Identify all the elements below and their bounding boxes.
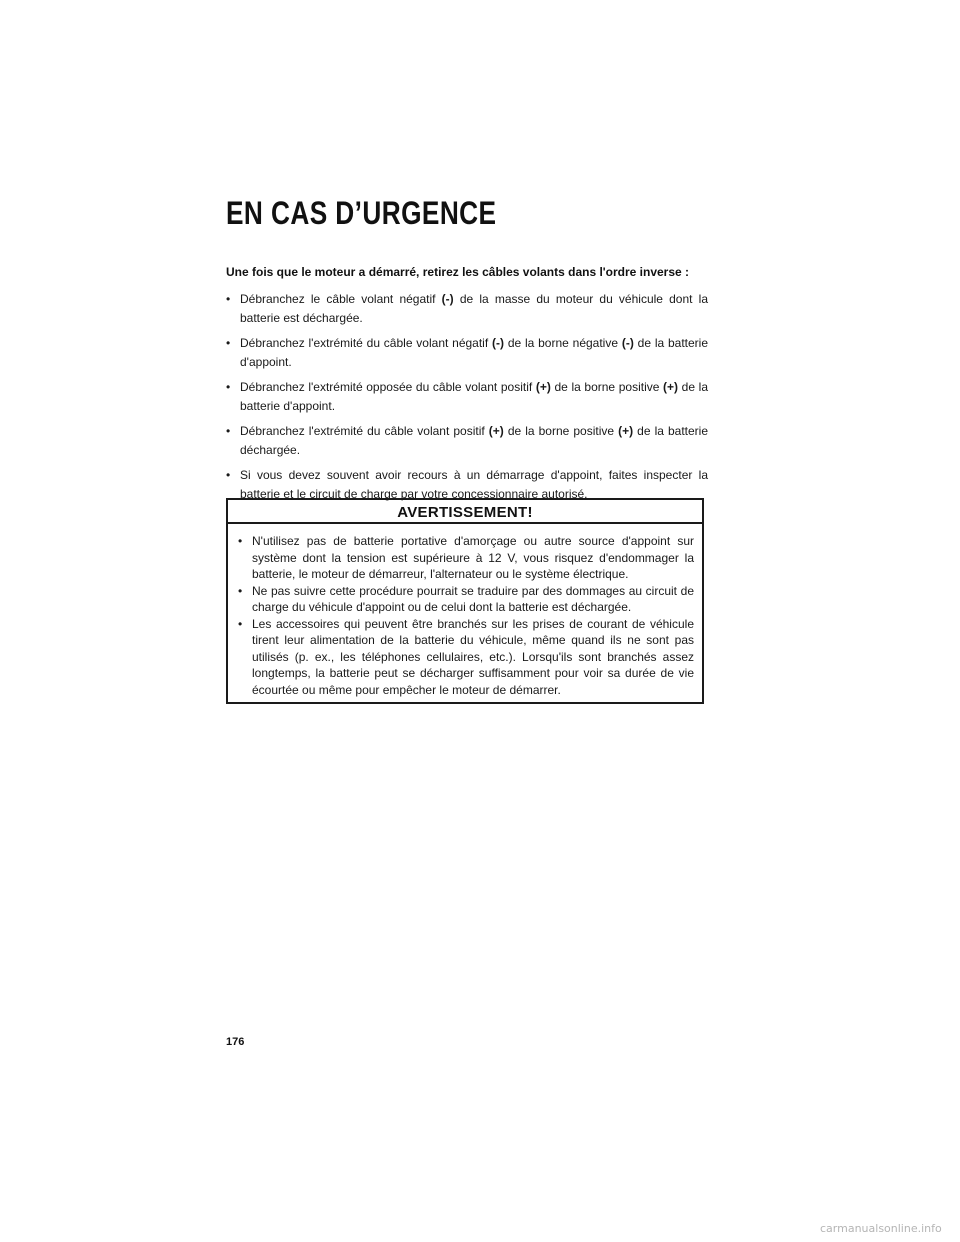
step-text: Débranchez l'extrémité du câble volant positif <box>240 424 489 438</box>
bullet-icon: • <box>226 380 231 394</box>
page-title: EN CAS D’URGENCE <box>226 195 497 231</box>
bullet-icon: • <box>238 583 243 598</box>
warning-item-2 <box>238 583 694 616</box>
step-item-1 <box>226 290 708 328</box>
bullet-icon: • <box>226 468 231 482</box>
polarity-symbol: (-) <box>441 292 454 306</box>
step-text: Débranchez le câble volant négatif <box>240 292 442 306</box>
bullet-icon: • <box>226 292 231 306</box>
page-number: 176 <box>226 1036 245 1048</box>
polarity-symbol: (-) <box>621 336 634 350</box>
step-item-4 <box>226 422 708 460</box>
step-text: de la batterie déchargée. <box>240 424 709 457</box>
polarity-symbol: (+) <box>618 424 634 438</box>
step-text: de la batterie d'appoint. <box>240 380 708 413</box>
polarity-symbol: (+) <box>663 380 679 394</box>
step-text: de la masse du moteur du véhicule dont la batterie est déchargée. <box>240 292 709 325</box>
intro-paragraph: Une fois que le moteur a démarré, retirez les câbles volants dans l'ordre inverse : <box>226 265 690 279</box>
bullet-icon: • <box>238 534 243 548</box>
step-text: de la batterie d'appoint. <box>240 336 709 369</box>
main-content <box>226 264 708 510</box>
step-text: de la borne positive <box>503 424 619 438</box>
warning-box <box>226 498 704 704</box>
step-item-3 <box>226 378 708 416</box>
step-list <box>226 290 708 504</box>
warning-text: Ne pas suivre cette procédure pourrait se traduire par des dommages au circuit de charge du véhicule d'appoint ou de celui dont la batterie est déchargée. <box>252 583 694 614</box>
step-text: Débranchez l'extrémité du câble volant négatif <box>240 336 492 350</box>
warning-text: N'utilisez pas de batterie portative d'amorçage ou autre source d'appoint sur système dont la tension est supérieure à 12 V, vous risquez d'endommager la batterie, le moteur de démarreur, l'alternateur ou le système électrique. <box>252 534 694 581</box>
bullet-icon: • <box>226 336 231 350</box>
step-text: de la borne négative <box>504 336 622 350</box>
step-text: de la borne positive <box>550 380 664 394</box>
polarity-symbol: (-) <box>492 336 504 350</box>
step-text: Débranchez l'extrémité opposée du câble volant positif <box>240 380 536 394</box>
watermark: carmanualsonline.info <box>820 1222 942 1235</box>
polarity-symbol: (+) <box>488 424 504 438</box>
bullet-icon: • <box>226 424 231 438</box>
step-item-2 <box>226 334 708 372</box>
warning-item-3 <box>238 616 694 699</box>
warning-text: Les accessoires qui peuvent être branchés sur les prises de courant de véhicule tirent leur alimentation de la batterie du véhicule, même quand ils ne sont pas utilisés (p. ex., les téléphones cellulaires, etc.). Lorsqu'ils sont branchés assez longtemps, la batterie peut se décharger suffisamment pour voir sa durée de vie écourtée ou même pour empêcher le moteur de démarrer. <box>252 616 694 697</box>
step-text: Si vous devez souvent avoir recours à un démarrage d'appoint, faites inspecter la batterie et le circuit de charge par votre concessionnaire autorisé. <box>240 468 708 501</box>
bullet-icon: • <box>238 616 243 631</box>
warning-list <box>228 524 702 698</box>
polarity-symbol: (+) <box>535 380 551 394</box>
warning-item-1 <box>238 533 694 583</box>
warning-title: AVERTISSEMENT! <box>228 500 702 524</box>
